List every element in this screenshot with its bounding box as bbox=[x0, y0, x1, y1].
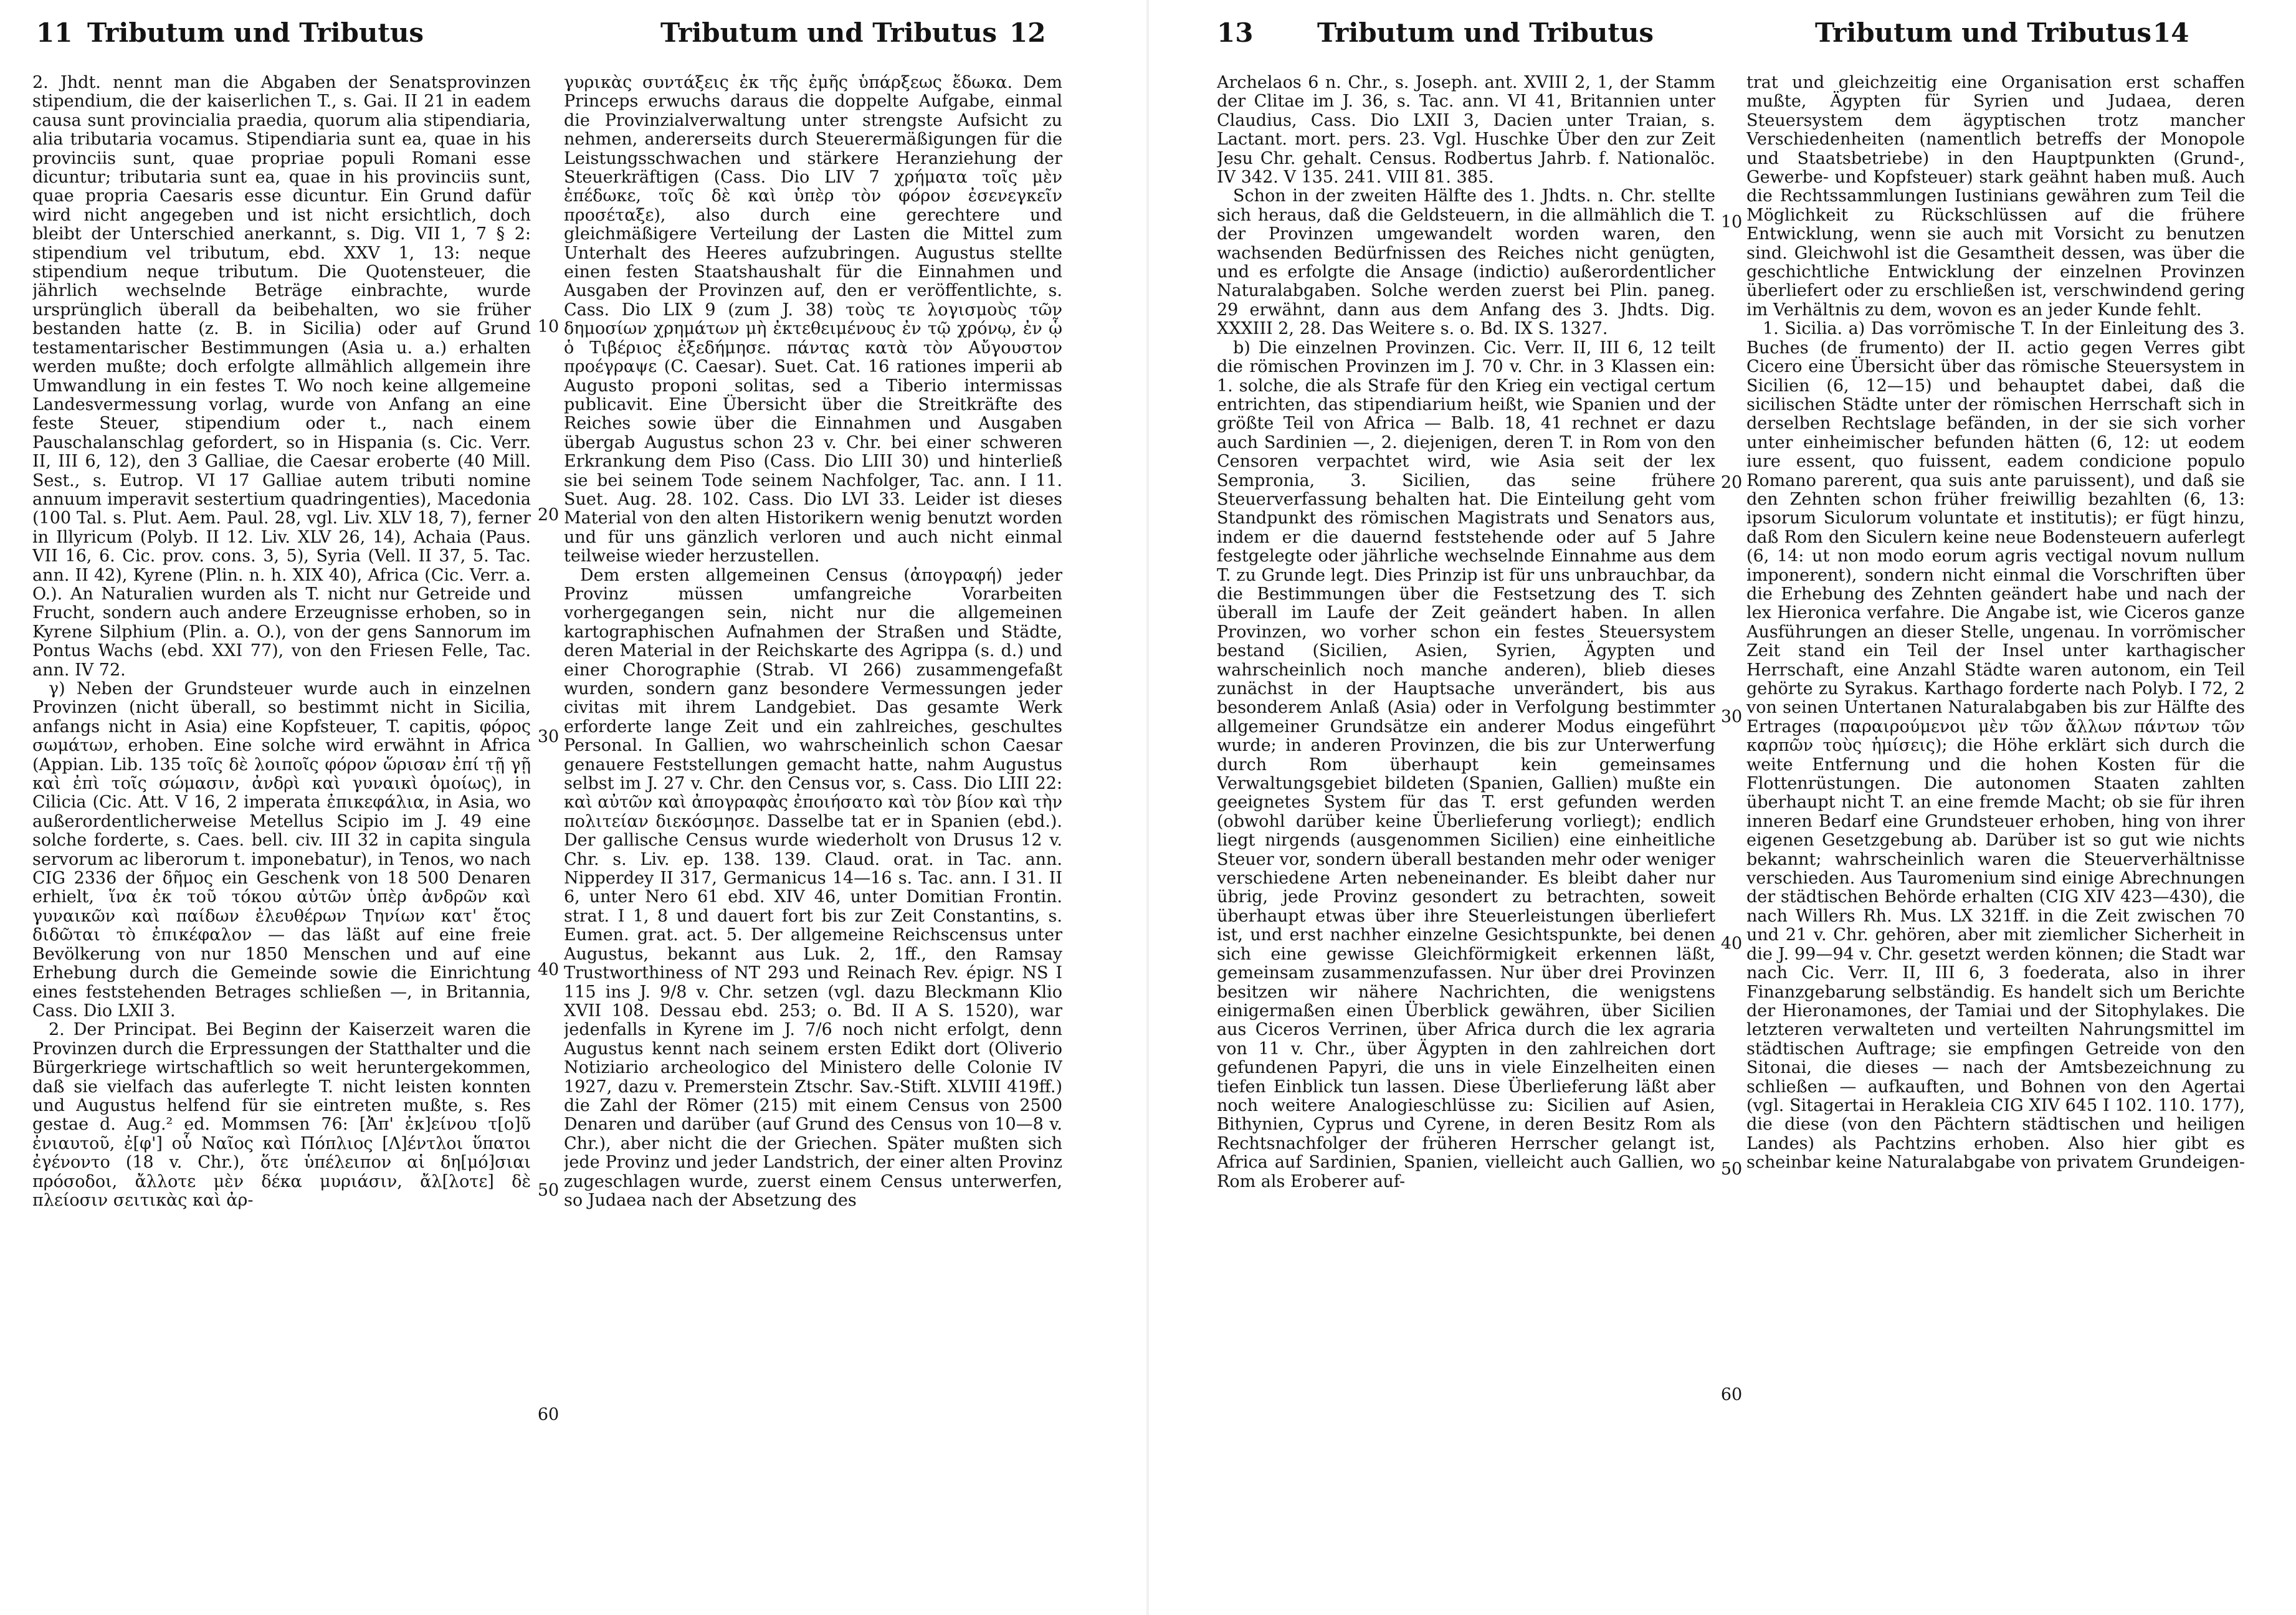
line-number: 60 bbox=[537, 1405, 560, 1424]
line-number: 50 bbox=[1720, 1160, 1743, 1179]
paragraph: b) Die einzelnen Provinzen. Cic. Verr. II, III 6, 12 teilt die römischen Provinzen im J. 70 v. Chr. in 3 Klassen ein: 1. solche, die als Strafe für den Krieg ein vectigal certum entrichten, das stipendiarium heißt, wie Spanien und der größte Teil von Africa — Balb. 18, 41 rechnet er dazu auch Sardinien —, 2. diejenigen, deren T. in Rom von den Censoren verpachtet wird, wie Asia seit der lex Sempronia, 3. Sicilien, das seine frühere Steuerverfassung behalten hat. Die Einteilung geht vom Standpunkt des römischen Magistrats und Senators aus, indem er die dauernd feststehende oder auf 5 Jahre festgelegte oder jährliche wechselnde Einnahme aus dem T. zu Grunde legt. Dies Prinzip ist für uns unbrauchbar, da die Bestimmungen über die Festsetzung des T. sich überall im Laufe der Zeit geändert haben. In allen Provinzen, wo vorher schon ein festes Steuersystem bestand (Sicilien, Asien, Syrien, Ägypten und wahrscheinlich noch manche anderen), blieb dieses zunächst in der Hauptsache unverändert, bis aus besonderem Anlaß (Asia) oder in Verfolgung bestimmter allgemeiner Grundsätze ein anderer Modus eingeführt wurde; in anderen Provinzen, die bis zur Unterwerfung durch Rom überhaupt kein gemeinsames Verwaltungsgebiet bildeten (Spanien, Gallien) mußte ein geeignetes System für das T. erst gefunden werden (obwohl darüber keine Überlieferung vorliegt); endlich liegt nirgends (ausgenommen Sicilien) eine einheitliche Steuer vor, sondern überall bestanden mehr oder weniger verschiedene Arten nebeneinander. Es bleibt daher nur übrig, jede Provinz gesondert zu betrachten, soweit überhaupt etwas über ihre Steuerleistungen überliefert ist, und erst nachher einzelne Gesichtspunkte, bei denen sich eine gewisse Gleichförmigkeit erkennen läßt, gemeinsam zusammenzufassen. Nur über drei Provinzen besitzen wir nähere Nachrichten, die wenigstens einigermaßen einen Überblick gewähren, über Sicilien aus Ciceros Verrinen, über Africa durch die lex agraria von 11 v. Chr., über Ägypten in den zahlreichen dort gefundenen Papyri, die uns in viele Einzelheiten einen tiefen Einblick tun lassen. Diese Überlieferung läßt aber noch weitere Analogieschlüsse zu: Sicilien auf Asien, Bithynien, Cyprus und Cyrene, in deren Besitz Rom als Rechtsnachfolger der früheren Herrscher gelangt ist, Africa auf Sardinien, Spanien, vielleicht auch Gallien, wo Rom als Eroberer auf- bbox=[1217, 338, 1715, 1191]
paragraph: γυρικὰς συντάξεις ἐκ τῆς ἐμῆς ὑπάρξεως ἔδωκα. Dem Princeps erwuchs daraus die doppelte Aufgabe, einmal die Provinzialverwaltung unter strengste Aufsicht zu nehmen, andererseits durch Steuerermäßigungen für die Leistungsschwachen und stärkere Heranziehung der Steuerkräftigen (Cass. Dio LIV 7 χρήματα τοῖς μὲν ἐπέδωκε, τοῖς δὲ καὶ ὑπὲρ τὸν φόρον ἐσενεγκεῖν προσέταξε), also durch eine gerechtere und gleichmäßigere Verteilung der Lasten die Mittel zum Unterhalt des Heeres aufzubringen. Augustus stellte einen festen Staatshaushalt für die Einnahmen und Ausgaben der Provinzen auf, den er veröffentlichte, s. Cass. Dio LIX 9 (zum J. 38) τοὺς τε λογισμοὺς τῶν δημοσίων χρημάτων μὴ ἐκτεθειμένους ἐν τῷ χρόνῳ, ἐν ᾧ ὁ Τιβέριος ἐξεδήμησε. πάντας κατὰ τὸν Αὔγουστον προέγραψε (C. Caesar). Suet. Cat. 16 rationes imperii ab Augusto proponi solitas, sed a Tiberio intermissas publicavit. Eine Übersicht über die Streitkräfte des Reiches sowie über die Einnahmen und Ausgaben übergab Augustus schon 23 v. Chr. bei einer schweren Erkrankung dem Piso (Cass. Dio LIII 30) und hinterließ sie bei seinem Tode seinem Nachfolger, Tac. ann. I 11. Suet. Aug. 28. 102. Cass. Dio LVI 33. Leider ist dieses Material von den alten Historikern wenig benutzt worden und für uns gänzlich verloren und auch nicht einmal teilweise wieder herzustellen. bbox=[564, 74, 1062, 566]
line-number: 20 bbox=[1720, 473, 1743, 492]
column-number-right: 12 bbox=[1009, 17, 1046, 48]
paragraph: Archelaos 6 n. Chr., s. Joseph. ant. XVIII 2, 1, der Stamm der Clitae im J. 36, s. Tac. ann. VI 41, Britannien unter Claudius, Cass. Dio LXII 3, Dacien unter Traian, s. Lactant. mort. pers. 23. Vgl. Huschke Über den zur Zeit Jesu Chr. gehalt. Census. Rodbertus Jahrb. f. Nationalöc. IV 342. V 135. 241. VIII 81. 385. bbox=[1217, 74, 1715, 188]
text-column-14 bbox=[1746, 74, 2245, 1600]
text-column-13 bbox=[1217, 74, 1715, 1600]
line-number: 40 bbox=[1720, 934, 1743, 953]
line-number: 30 bbox=[1720, 707, 1743, 727]
column-number-left: 13 bbox=[1217, 17, 1254, 48]
text-column-12 bbox=[564, 74, 1062, 1600]
page-right bbox=[1148, 0, 2296, 1615]
running-head-right: Tributum und Tributus bbox=[1815, 17, 2152, 48]
line-number: 50 bbox=[537, 1181, 560, 1200]
paragraph: 2. Jhdt. nennt man die Abgaben der Senatsprovinzen stipendium, die der kaiserlichen T., s. Gai. II 21 in eadem causa sunt provincialia praedia, quorum alia stipendiaria, alia tributaria vocamus. Stipendiaria sunt ea, quae in his provinciis sunt, quae propriae populi Romani esse dicuntur; tributaria sunt ea, quae in his provinciis sunt, quae propria Caesaris esse dicuntur. Ein Grund dafür wird nicht angegeben und ist nicht ersichtlich, doch bleibt der Unterschied anerkannt, s. Dig. VII 1, 7 § 2: stipendium vel tributum, ebd. XXV 1, 13: neque stipendium neque tributum. Die Quotensteuer, die jährlich wechselnde Beträge einbrachte, wurde ursprünglich überall da beibehalten, wo sie früher bestanden hatte (z. B. in Sicilia) oder auf Grund testamentarischer Bestimmungen (Asia u. a.) erhalten werden mußte; doch erfolgte allmählich allgemein ihre Umwandlung in ein festes T. Wo noch keine allgemeine Landesvermessung vorlag, wurde von Anfang an eine feste Steuer, stipendium oder t., nach einem Pauschalanschlag gefordert, so in Hispania (s. Cic. Verr. II, III 6, 12), den 3 Galliae, die Caesar eroberte (40 Mill. Sest., s. Eutrop. VI 17 Galliae autem tributi nomine annuum imperavit sestertium quadringenties), Macedonia (100 Tal. s. Plut. Aem. Paul. 28, vgl. Liv. XLV 18, 7), ferner in Illyricum (Polyb. II 12. Liv. XLV 26, 14), Achaia (Paus. VII 16, 6. Cic. prov. cons. 3, 5), Syria (Vell. II 37, 5. Tac. ann. II 42), Kyrene (Plin. n. h. XIX 40), Africa (Cic. Verr. a. O.). An Naturalien wurden als T. nicht nur Getreide und Frucht, sondern auch andere Erzeugnisse erhoben, so in Kyrene Silphium (Plin. a. O.), von der gens Sannorum im Pontus Wachs (ebd. XXI 77), von den Friesen Felle, Tac. ann. IV 72. bbox=[32, 74, 531, 680]
paragraph: Schon in der zweiten Hälfte des 1. Jhdts. n. Chr. stellte sich heraus, daß die Geldsteuern, in die allmählich die T. der Provinzen umgewandelt worden waren, den wachsenden Bedürfnissen des Reiches nicht genügten, und es erfolgte die Ansage (indictio) außerordentlicher Naturalabgaben. Solche werden zuerst bei Plin. paneg. 29 erwähnt, dann aus dem Anfang des 3. Jhdts. Dig. XXXIII 2, 28. Das Weitere s. o. Bd. IX S. 1327. bbox=[1217, 186, 1715, 339]
line-number: 20 bbox=[537, 505, 560, 525]
paragraph: 2. Der Principat. Bei Beginn der Kaiserzeit waren die Provinzen durch die Erpressungen der Statthalter und die Bürgerkriege wirtschaftlich so weit heruntergekommen, daß sie vielfach das auferlegte T. nicht leisten konnten und Augustus helfend für sie eintreten mußte, s. Res gestae d. Aug.² ed. Mommsen 76: [Ἀπ' ἐκ]είνου τ[ο]ῦ ἐνιαυτοῦ, ἐ[φ'] οὗ Ναῖος καὶ Πόπλιος [Λ]έντλοι ὕπατοι ἐγένοντο (18 v. Chr.), ὅτε ὑπέλειπον αἱ δη[μό]σιαι πρόσοδοι, ἄλλοτε μὲν δέκα μυριάσιν, ἄλ[λοτε] δὲ πλείοσιν σειτικὰς καὶ ἀρ- bbox=[32, 1020, 531, 1210]
paragraph: Dem ersten allgemeinen Census (ἀπογραφή) jeder Provinz müssen umfangreiche Vorarbeiten vorhergegangen sein, nicht nur die allgemeinen kartographischen Aufnahmen der Straßen und Städte, deren Material in der Reichskarte des Agrippa (s. d.) und einer Chorographie (Strab. VI 266) zusammengefaßt wurden, sondern ganz besondere Vermessungen jeder civitas mit ihrem Landgebiet. Das gesamte Werk erforderte lange Zeit und ein zahlreiches, geschultes Personal. In Gallien, wo wahrscheinlich schon Caesar genauere Feststellungen gemacht hatte, nahm Augustus selbst im J. 27 v. Chr. den Census vor, s. Cass. Dio LIII 22: καὶ αὐτῶν καὶ ἀπογραφὰς ἐποιήσατο καὶ τὸν βίον καὶ τὴν πολιτείαν διεκόσμησε. Dasselbe tat er in Spanien (ebd.). Der gallische Census wurde wiederholt von Drusus 12 v. Chr. s. Liv. ep. 138. 139. Claud. orat. in Tac. ann. Nipperdey II 317, Germanicus 14—16 s. Tac. ann. I 31. II 6, unter Nero 61 ebd. XIV 46, unter Domitian Frontin. strat. I 1, 8 und dauert fort bis zur Zeit Constantins, s. Eumen. grat. act. 5. Der allgemeine Reichscensus unter Augustus, bekannt aus Luk. 2, 1ff., den Ramsay Trustworthiness of NT 293 und Reinach Rev. épigr. NS I 115 ins J. 9/8 v. Chr. setzen (vgl. dazu Bleckmann Klio XVII 108. Dessau ebd. 253; o. Bd. II A S. 1520), war jedenfalls in Kyrene im J. 7/6 noch nicht erfolgt, denn Augustus kennt nach seinem ersten Edikt dort (Oliverio Notiziario archeologico del Ministero delle Colonie IV 1927, dazu v. Premerstein Ztschr. Sav.-Stift. XLVIII 419ff.) die Zahl der Römer (215) mit einem Census von 2500 Denaren und darüber (auf Grund des Census von 10—8 v. Chr.), aber nicht die der Griechen. Später mußten sich jede Provinz und jeder Landstrich, der einer alten Provinz zugeschlagen wurde, zuerst einem Census unterwerfen, so Judaea nach der Absetzung des bbox=[564, 565, 1062, 1210]
running-head-left: Tributum und Tributus bbox=[87, 17, 424, 48]
paragraph: trat und gleichzeitig eine Organisation erst schaffen mußte, Ägypten für Syrien und Judaea, deren Steuersystem dem ägyptischen trotz mancher Verschiedenheiten (namentlich betreffs der Monopole und Staatsbetriebe) in den Hauptpunkten (Grund-, Gewerbe- und Kopfsteuer) stark geähnt haben muß. Auch die Rechtssammlungen Iustinians gewähren zum Teil die Möglichkeit zu Rückschlüssen auf die frühere Entwicklung, wenn sie auch mit Vorsicht zu benutzen sind. Gleichwohl ist die Gesamtheit dessen, was über die geschichtliche Entwicklung der einzelnen Provinzen überliefert oder zu erschließen ist, verschwindend gering im Verhältnis zu dem, wovon es an jeder Kunde fehlt. bbox=[1746, 74, 2245, 320]
line-number: 10 bbox=[537, 317, 560, 336]
line-number: 30 bbox=[537, 727, 560, 746]
line-number: 60 bbox=[1720, 1385, 1743, 1404]
column-number-right: 14 bbox=[2153, 17, 2189, 48]
running-head-right: Tributum und Tributus bbox=[660, 17, 998, 48]
text-column-11 bbox=[32, 74, 531, 1600]
column-number-left: 11 bbox=[36, 17, 73, 48]
paragraph: γ) Neben der Grundsteuer wurde auch in einzelnen Provinzen (nicht überall, so bestimmt nicht in Sicilia, anfangs nicht in Asia) eine Kopfsteuer, T. capitis, φόρος σωμάτων, erhoben. Eine solche wird erwähnt in Africa (Appian. Lib. 135 τοῖς δὲ λοιποῖς φόρον ὥρισαν ἐπί τῇ γῇ καὶ ἐπὶ τοῖς σώμασιν, ἀνδρὶ καὶ γυναικὶ ὁμοίως), in Cilicia (Cic. Att. V 16, 2 imperata ἐπικεφάλια, in Asia, wo außerordentlicherweise Metellus Scipio im J. 49 eine solche forderte, s. Caes. bell. civ. III 32 in capita singula servorum ac liberorum t. imponebatur), in Tenos, wo nach CIG 2336 der δῆμος ein Geschenk von 18 500 Denaren erhielt, ἵνα ἐκ τοῦ τόκου αὐτῶν ὑπὲρ ἀνδρῶν καὶ γυναικῶν καὶ παίδων ἐλευθέρων Τηνίων κατ' ἔτος διδῶται τὸ ἐπικέφαλον — das läßt auf eine freie Bevölkerung von nur 1850 Menschen und auf eine Erhebung durch die Gemeinde sowie die Einrichtung eines feststehenden Betrages schließen —, in Britannia, Cass. Dio LXII 3. bbox=[32, 679, 531, 1021]
line-number: 40 bbox=[537, 960, 560, 979]
running-head-left: Tributum und Tributus bbox=[1317, 17, 1654, 48]
paragraph: 1. Sicilia. a) Das vorrömische T. In der Einleitung des 3. Buches (de frumento) der II. actio gegen Verres gibt Cicero eine Übersicht über das römische Steuersystem in Sicilien (6, 12—15) und behauptet dabei, daß die sicilischen Städte unter der römischen Herrschaft sich in derselben Rechtslage befänden, in der sie sich vorher unter einheimischer befunden hätten (6, 12: ut eodem iure essent, quo fuissent, eadem condicione populo Romano parerent, qua suis ante paruissent), und daß sie den Zehnten schon früher freiwillig bezahlten (6, 13: ipsorum Siculorum voluntate et institutis); er fügt hinzu, daß Rom den Siculern keine neue Bodensteuern auferlegt (6, 14: ut non modo eorum agris vectigal novum nullum imponerent), sondern nicht einmal die Vorschriften über die Erhebung des Zehnten geändert habe und nach der lex Hieronica verfahre. Die Angabe ist, wie Ciceros ganze Ausführungen an dieser Stelle, ungenau. In vorrömischer Zeit stand ein Teil der Insel unter karthagischer Herrschaft, eine Anzahl Städte waren autonom, ein Teil gehörte zu Syrakus. Karthago forderte nach Polyb. I 72, 2 von seinen Untertanen Naturalabgaben bis zur Hälfte des Ertrages (παραιρούμενοι μὲν τῶν ἄλλων πάντων τῶν καρπῶν τοὺς ἡμίσεις); die Höhe erklärt sich durch die weite Entfernung und die hohen Kosten für die Flottenrüstungen. Die autonomen Staaten zahlten überhaupt nicht T. an eine fremde Macht; ob sie für ihren inneren Bedarf eine Grundsteuer erhoben, hing von ihrer eigenen Gesetzgebung ab. Darüber ist so gut wie nichts bekannt; wahrscheinlich waren die Steuerverhältnisse verschieden. Aus Tauromenium sind einige Abrechnungen der städtischen Behörde erhalten (CIG XIV 423—430), die nach Willers Rh. Mus. LX 321ff. in die Zeit zwischen 70 und 21 v. Chr. gehören, aber mit ziemlicher Sicherheit in die J. 99—94 v. Chr. gesetzt werden können; die Stadt war nach Cic. Verr. II, III 6, 3 foederata, also in ihrer Finanzgebarung selbständig. Es handelt sich um Berichte der Hieronamones, der Tamiai und der Sitophylakes. Die letzteren verwalteten und verteilten Nahrungsmittel im städtischen Auftrage; sie empfingen Getreide von den Sitonai, die dieses — nach der Amtsbezeichnung zu schließen — aufkauften, und Bohnen von den Agertai (vgl. Sitagertai in Herakleia CIG XIV 645 I 102. 110. 177), die diese (von den Pächtern städtischen und heiligen Landes) als Pachtzins erhoben. Also hier gibt es scheinbar keine Naturalabgabe von privatem Grundeigen- bbox=[1746, 319, 2245, 1173]
line-number: 10 bbox=[1720, 212, 1743, 232]
